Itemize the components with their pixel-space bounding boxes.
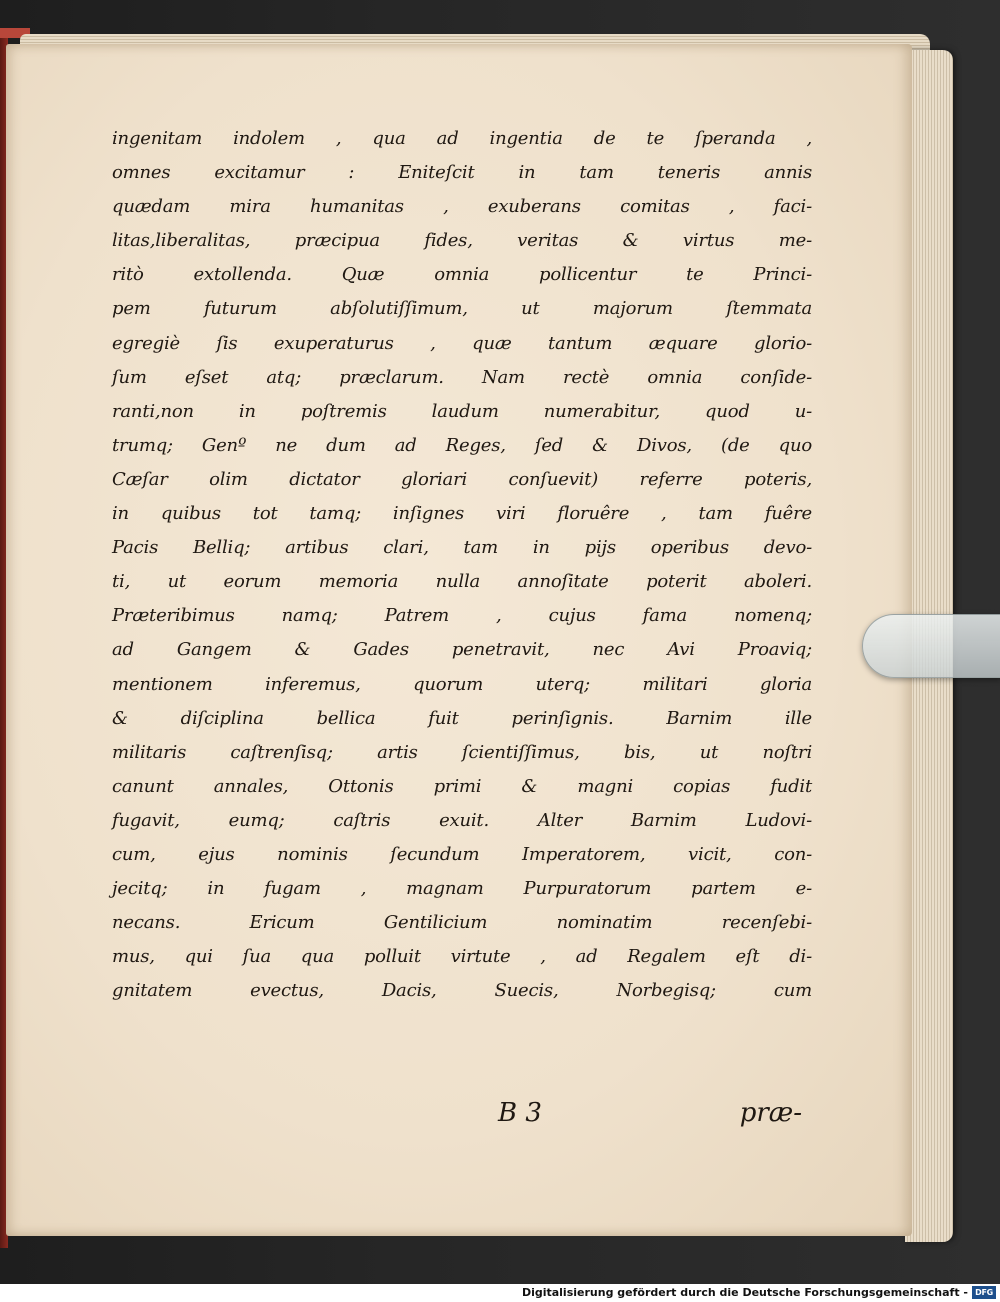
page-footer <box>112 1098 802 1138</box>
text-line: jecitq; in fugam , magnam Purpuratorum partem e- <box>112 878 812 900</box>
signature-mark: B 3 <box>498 1098 542 1128</box>
digitization-credit: Digitalisierung gefördert durch die Deutsche Forschungsgemeinschaft - <box>521 1286 968 1299</box>
text-line: militaris caſtrenſisq; artis ſcientiſſimus, bis, ut noſtri <box>112 741 812 763</box>
text-line: gnitatem evectus, Dacis, Suecis, Norbegisq; cum <box>112 980 812 1002</box>
text-line: quædam mira humanitas , exuberans comitas , faci- <box>112 196 812 218</box>
text-line: trumq; Genº ne dum ad Reges, ſed & Divos, (de quo <box>112 434 812 456</box>
text-line: Præteribimus namq; Patrem , cujus fama nomenq; <box>112 605 812 627</box>
text-line: canunt annales, Ottonis primi & magni copias fudit <box>112 775 812 797</box>
text-line: ad Gangem & Gades penetravit, nec Avi Proaviq; <box>112 639 812 661</box>
bookmark-tab <box>862 614 1000 678</box>
text-line: ritò extollenda. Quæ omnia pollicentur te Princi- <box>112 264 812 286</box>
text-line: ranti,non in poſtremis laudum numerabitur, quod u- <box>112 400 812 422</box>
text-line: necans. Ericum Gentilicium nominatim recenſebi- <box>112 912 812 934</box>
text-line: Cæſar olim dictator gloriari conſuevit) referre poteris, <box>112 468 812 490</box>
page-text <box>112 122 812 1008</box>
text-line: fugavit, eumq; caſtris exuit. Alter Barnim Ludovi- <box>112 809 812 831</box>
text-line: ingenitam indolem , qua ad ingentia de te ſperanda , <box>112 128 812 149</box>
text-line: & diſciplina bellica fuit perinſignis. Barnim ille <box>112 707 812 729</box>
text-line: litas,liberalitas, præcipua fides, veritas & virtus me- <box>112 230 812 252</box>
text-line: cum, ejus nominis ſecundum Imperatorem, vicit, con- <box>112 843 812 865</box>
text-line: egregiè ſis exuperaturus , quæ tantum æquare glorio- <box>112 332 812 354</box>
text-line: ſum eſset atq; præclarum. Nam rectè omnia conſide- <box>112 366 812 388</box>
text-line: Pacis Belliq; artibus clari, tam in pijs operibus devo- <box>112 537 812 559</box>
text-line: mentionem inferemus, quorum uterq; militari gloria <box>112 673 812 695</box>
text-line: in quibus tot tamq; inſignes viri floruêre , tam fuêre <box>112 503 812 525</box>
dfg-logo-icon: DFG <box>972 1286 996 1299</box>
text-line: omnes excitamur : Eniteſcit in tam teneris annis <box>112 162 812 184</box>
text-line: pem futurum abſolutiſſimum, ut majorum ſtemmata <box>112 298 812 320</box>
text-line: ti, ut eorum memoria nulla annoſitate poterit aboleri. <box>112 571 812 593</box>
text-line: mus, qui ſua qua polluit virtute , ad Regalem eſt di- <box>112 946 812 968</box>
catchword: præ- <box>739 1098 802 1128</box>
